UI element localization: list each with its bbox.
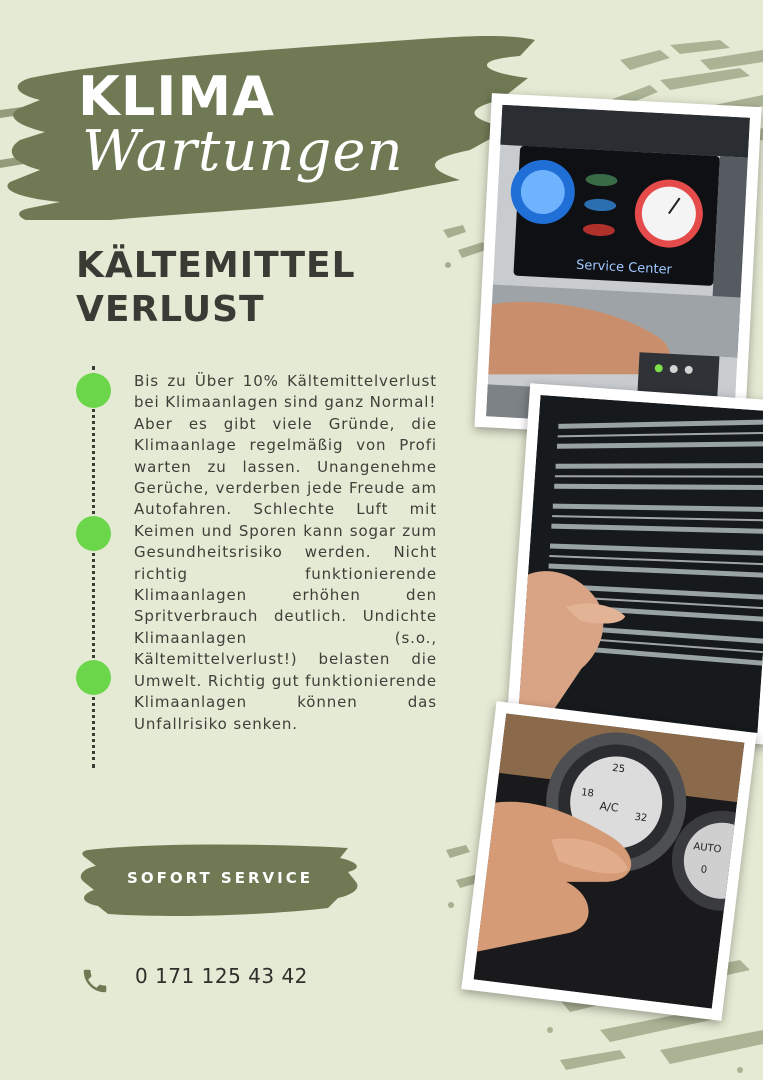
photo-cabin-filter [506, 383, 763, 744]
timeline-dot [76, 660, 111, 695]
phone-number[interactable]: 0 171 125 43 42 [135, 964, 308, 988]
heading-line-1: KÄLTEMITTEL [76, 245, 356, 286]
timeline-dot [76, 516, 111, 551]
heading-line-2: VERLUST [76, 289, 265, 330]
dial-label-32: 32 [633, 811, 648, 825]
timeline-dotted-line [92, 366, 95, 768]
dial-label-auto: AUTO [692, 841, 722, 856]
dial-label-18: 18 [580, 787, 595, 800]
body-paragraph: Bis zu Über 10% Kältemittelverlust bei Klimaanlagen sind ganz Normal! Aber es gibt viele Gründe, die Klimaanlage regelmäßig von Profi warten zu lassen. Unangenehme Gerüche, verderben jede Freude am Autofahren. Schlechte Luft mit Keimen und Sporen kann sogar zum Gesundheitsrisiko werden. Nicht richtig funktionierende Klimaanlagen erhöhen den Spritverbrauch deutlich. Undichte Klimaanlagen (s.o., Kältemittelverlust!) belasten die Umwelt. Richtig gut funktionierende Klimaanlagen können das Unfallrisiko senken. [134, 372, 437, 733]
title-klima: KLIMA [78, 65, 275, 128]
timeline-dot [76, 373, 111, 408]
section-heading [76, 244, 356, 332]
sofort-service-button[interactable]: SOFORT SERVICE [100, 858, 340, 898]
dial-label-ac: A/C [598, 799, 620, 815]
phone-icon[interactable] [80, 966, 110, 996]
dial-label-25: 25 [611, 762, 626, 776]
dial-label-0: 0 [699, 864, 708, 876]
service-center-label: Service Center [575, 257, 673, 278]
title-wartungen: Wartungen [82, 119, 404, 184]
photo-climate-dial [461, 701, 756, 1021]
